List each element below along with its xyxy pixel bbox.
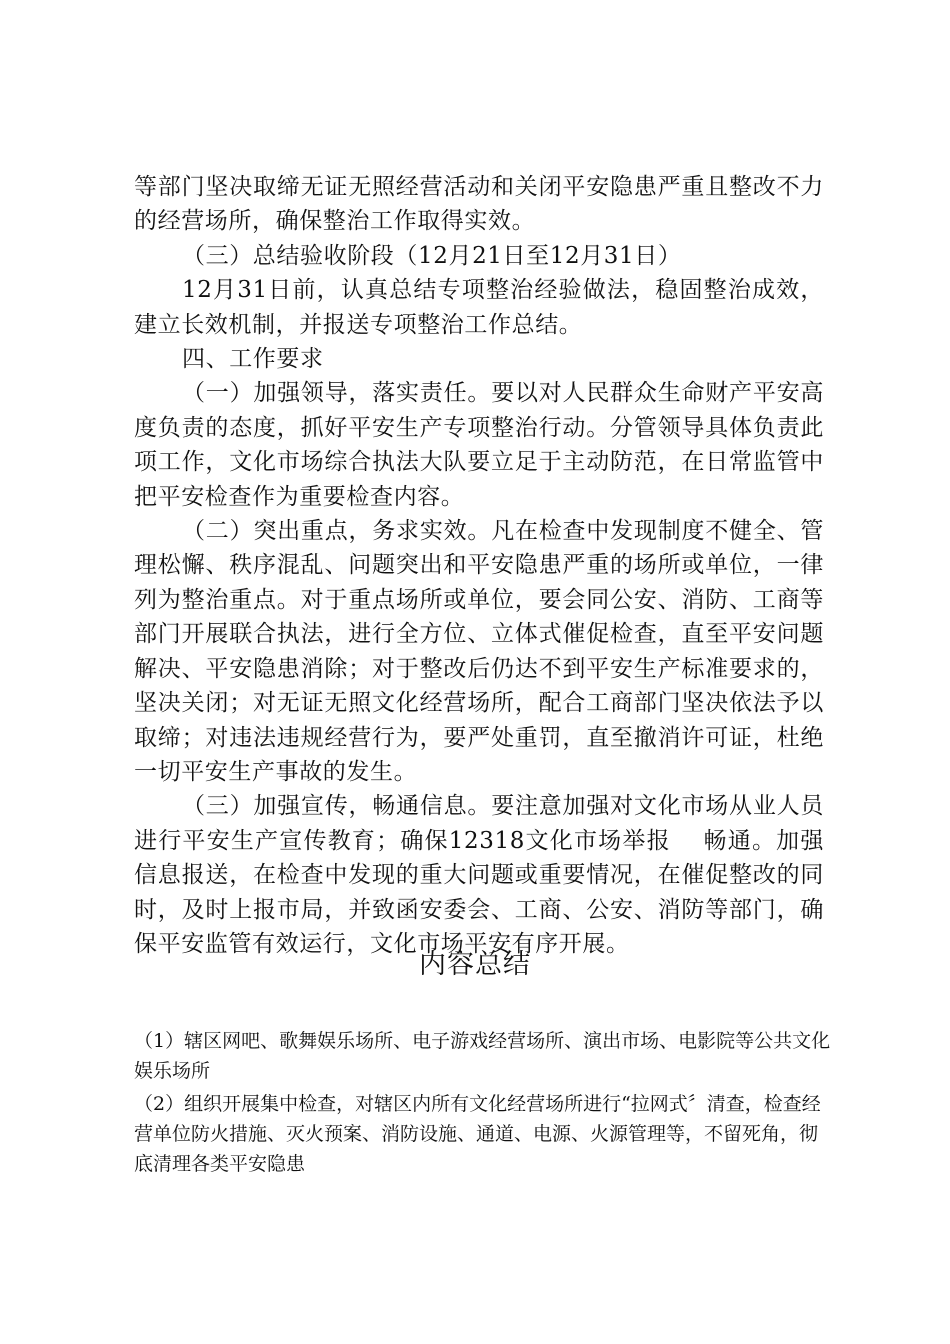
paragraph-requirement-1: （一）加强领导，落实责任。要以对人民群众生命财产平安高度负责的态度，抓好平安生产专项整治行动。分管领导具体负责此项工作，文化市场综合执法大队要立足于主动防范，在日常监管中把平安检查作为重要检查内容。 — [134, 380, 824, 510]
paragraph-requirement-2: （二）突出重点，务求实效。凡在检查中发现制度不健全、管理松懈、秩序混乱、问题突出和平安隐患严重的场所或单位，一律列为整治重点。对于重点场所或单位，要会同公安、消防、工商等部门开展联合执法，进行全方位、立体式催促检查，直至平安问题解决、平安隐患消除；对于整改后仍达不到平安生产标准要求的，坚决关闭；对无证无照文化经营场所，配合工商部门坚决依法予以取缔；对违法违规经营行为，要严处重罚，直至撤消许可证，杜绝一切平安生产事故的发生。 — [134, 518, 824, 785]
paragraph-requirement-3: （三）加强宣传，畅通信息。要注意加强对文化市场从业人员进行平安生产宣传教育；确保12318文化市场举报 畅通。加强信息报送，在检查中发现的重大问题或重要情况，在催促整改的同时，及时上报市局，并致函安委会、工商、公安、消防等部门，确保平安监管有效运行，文化市场平安有序开展。 — [134, 793, 824, 957]
summary-item: （1）辖区网吧、歌舞娱乐场所、电子游戏经营场所、演出市场、电影院等公共文化娱乐场所 — [134, 1030, 831, 1082]
summary-title: 内容总结 — [419, 949, 531, 980]
document-body — [134, 170, 824, 961]
paragraph-continuation: 等部门坚决取缔无证无照经营活动和关闭平安隐患严重且整改不力的经营场所，确保整治工作取得实效。 — [134, 174, 824, 235]
paragraph-acceptance: 12月31日前，认真总结专项整治经验做法，稳固整治成效，建立长效机制，并报送专项整治工作总结。 — [134, 277, 824, 338]
summary-item: （2）组织开展集中检查，对辖区内所有文化经营场所进行“拉网式〞清查，检查经营单位防火措施、灭火预案、消防设施、通道、电源、火源管理等，不留死角，彻底清理各类平安隐患 — [134, 1093, 821, 1175]
summary-list — [134, 1026, 834, 1182]
heading-acceptance-stage: （三）总结验收阶段（12月21日至12月31日） — [182, 242, 682, 269]
heading-work-requirements: 四、工作要求 — [182, 346, 324, 373]
